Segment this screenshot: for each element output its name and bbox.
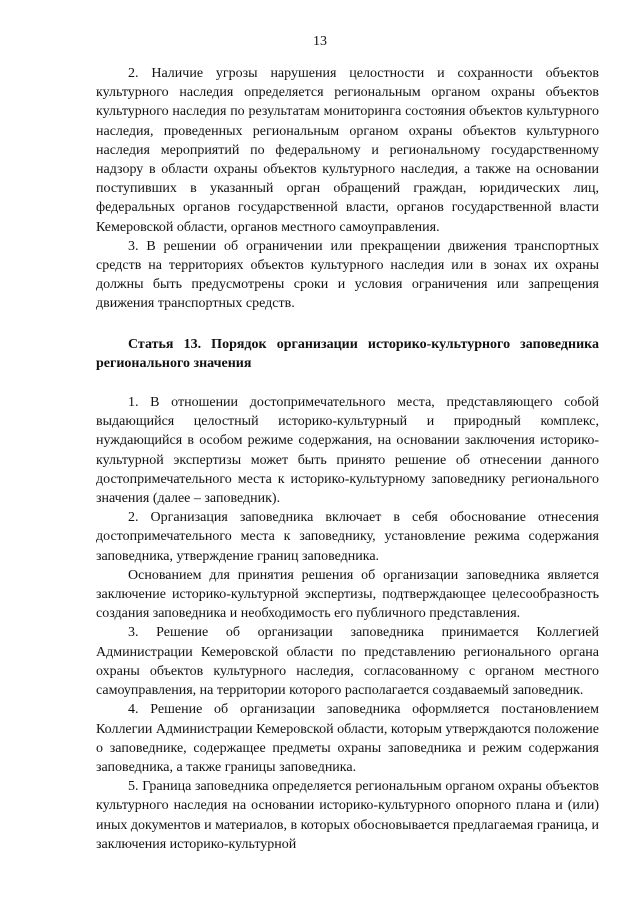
paragraph-3-traffic: 3. В решении об ограничении или прекращении движения транспортных средств на территориях объектов культурного наследия или в зонах их охраны должны быть предусмотрены сроки и условия ограничения или запрещения движения транспортных средств. <box>96 238 599 312</box>
paragraph-basis: Основанием для принятия решения об организации заповедника является заключение историко-культурной экспертизы, подтверждающее целесообразность создания заповедника и необходимость его публичного представления. <box>96 567 599 622</box>
article-13-heading: Статья 13. Порядок организации историко-культурного заповедника регионального значения <box>96 336 599 371</box>
paragraph-1: 1. В отношении достопримечательного места, представляющего собой выдающийся целостный историко-культурный и природный комплекс, нуждающийся в особом режиме содержания, на основании заключения историко-культурной экспертизы может быть принято решение об отнесении данного достопримечательного места к историко-культурному заповеднику регионального значения (далее – заповедник). <box>96 395 599 507</box>
paragraph-5: 5. Граница заповедника определяется региональным органом охраны объектов культурного наследия на основании историко-культурного опорного плана и (или) иных документов и материалов, в которых обосновывается предлагаемая граница, и заключения историко-культурной <box>96 779 599 852</box>
paragraph-2: 2. Организация заповедника включает в себя обоснование отнесения достопримечательного места к заповеднику, установление режима содержания заповедника, утверждение границ заповедника. <box>96 510 599 564</box>
paragraph-2-threat: 2. Наличие угрозы нарушения целостности и сохранности объектов культурного наследия определяется региональным органом охраны объектов культурного наследия по результатам мониторинга состояния объектов культурного наследия, проведенных региональным органом охраны объектов культурного наследия мероприятий по федеральному и региональному государственному надзору в области охраны объектов культурного наследия, а также на основании поступивших в указанный орган обращений граждан, юридических лиц, федеральных органов государственной власти, органов государственной власти Кемеровской области, органов местного самоуправления. <box>96 66 599 235</box>
paragraph-4: 4. Решение об организации заповедника оформляется постановлением Коллегии Администрации Кемеровской области, которым утверждаются положение о заповеднике, содержащее предметы охраны заповедника и режим содержания заповедника, а также границы заповедника. <box>96 702 599 775</box>
document-body <box>96 64 599 854</box>
page-number: 13 <box>313 34 327 49</box>
spacer <box>96 373 599 393</box>
paragraph-3: 3. Решение об организации заповедника принимается Коллегией Администрации Кемеровской области по представлению регионального органа охраны объектов культурного наследия, согласованному с органом местного самоуправления, на территории которого располагается создаваемый заповедник. <box>96 625 599 699</box>
spacer <box>96 314 599 335</box>
